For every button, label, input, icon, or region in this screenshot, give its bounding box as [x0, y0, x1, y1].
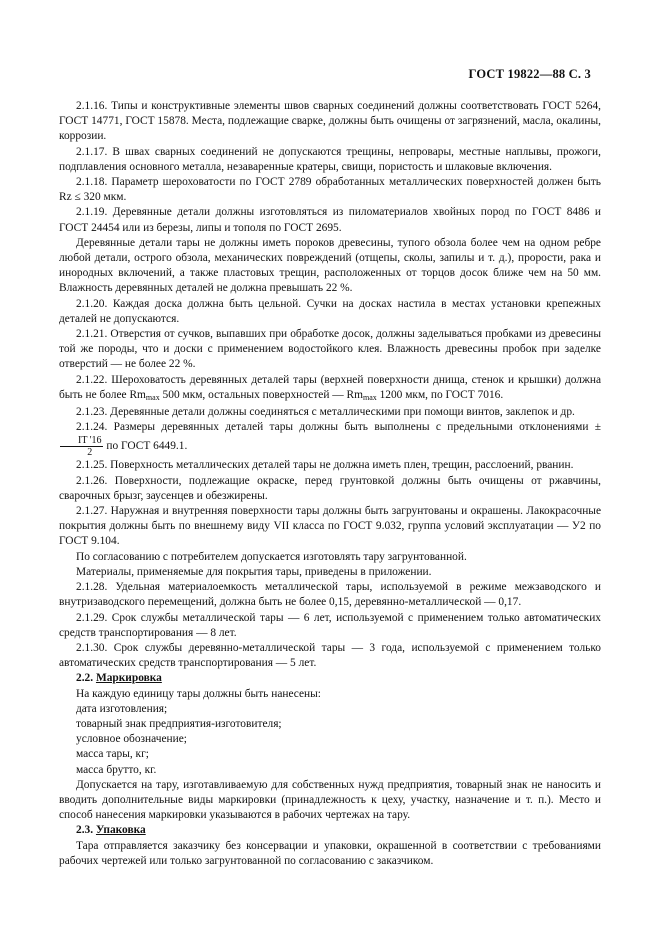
- materials-paragraph: Материалы, применяемые для покрытия тары, приведены в приложении.: [76, 565, 432, 578]
- section-2-3-heading: [59, 823, 601, 838]
- marking-item: дата изготовления;: [76, 702, 168, 715]
- clause-2-1-22: [59, 373, 601, 405]
- clause-2-1-24: [59, 420, 601, 458]
- clause-2-1-26: 2.1.26. Поверхности, подлежащие окраске, перед грунтовкой должны быть очищены от ржавчины, сварочных брызг, заусенцев и обезжирены.: [59, 474, 601, 502]
- rm-max-subscript-2: max: [362, 392, 377, 402]
- clause-2-1-17: 2.1.17. В швах сварных соединений не допускаются трещины, непровары, местные наплывы, прожоги, подплавления основного металла, незаваренные кратеры, свищи, пористость и шлаковые включения.: [59, 145, 601, 173]
- primed-consent-paragraph: По согласованию с потребителем допускается изготовлять тару загрунтованной.: [76, 550, 467, 563]
- packing-paragraph: Тара отправляется заказчику без консервации и упаковки, окрашенной в соответствии с требованиями рабочих чертежей или только загрунтованной по согласованию с заказчиком.: [59, 839, 601, 867]
- clause-2-1-24-part-b: по ГОСТ 6449.1.: [103, 440, 188, 453]
- page-header: ГОСТ 19822—88 С. 3: [468, 67, 591, 81]
- clause-2-1-25: 2.1.25. Поверхность металлических деталей тары не должна иметь плен, трещин, расслоений, рванин.: [76, 459, 574, 472]
- marking-item: товарный знак предприятия-изготовителя;: [76, 717, 282, 730]
- clause-2-1-23: 2.1.23. Деревянные детали должны соединяться с металлическими при помощи винтов, заклепок и др.: [76, 406, 575, 419]
- marking-intro: На каждую единицу тары должны быть нанесены:: [76, 687, 321, 700]
- clause-2-1-22-part-c: 1200 мкм, по ГОСТ 7016.: [376, 388, 504, 401]
- section-2-2-title: Маркировка: [95, 672, 162, 685]
- section-2-3-title: Упаковка: [95, 824, 146, 837]
- clause-2-1-22-part-a: 2.1.22. Шероховатость деревянных деталей тары (верхней поверхности днища, стенок и крышки) должна быть не более Rm: [59, 373, 601, 401]
- clause-2-1-28: 2.1.28. Удельная материалоемкость металлической тары, используемой в режиме межзаводского и внутризаводского перемещений, должна быть не более 0,15, деревянно-металлической — 0,17.: [59, 581, 601, 609]
- section-2-3-number: 2.3.: [76, 824, 94, 837]
- tolerance-fraction: [60, 435, 103, 458]
- wood-defects-paragraph: Деревянные детали тары не должны иметь пороков древесины, тупого обзола более чем на одном ребре любой детали, острого обзола, механических повреждений (отщепы, сколы, запилы и т. д.), прорости, рака и инородных включений, а также пластовых трещин, расположенных от торцов досок ближе чем на 50 мм. Влажность деревянных деталей не должна превышать 22 %.: [59, 236, 601, 295]
- clause-2-1-21: 2.1.21. Отверстия от сучков, выпавших при обработке досок, должны заделываться пробками из древесины той же породы, что и доски с применением водостойкого клея. Влажность древесины пробок при заделке отверстий — не более 22 %.: [59, 328, 601, 371]
- clause-2-1-18: 2.1.18. Параметр шероховатости по ГОСТ 2789 обработанных металлических поверхностей должен быть Rz ≤ 320 мкм.: [59, 176, 601, 204]
- clause-2-1-16: 2.1.16. Типы и конструктивные элементы швов сварных соединений должны соответствовать ГОСТ 5264, ГОСТ 14771, ГОСТ 15878. Места, подлежащие сварке, должны быть очищены от загрязнений, масла, окалины, коррозии.: [59, 100, 601, 143]
- fraction-numerator: IT '16: [60, 435, 103, 447]
- clause-2-1-22-part-b: 500 мкм, остальных поверхностей — Rm: [159, 388, 363, 401]
- section-2-2-number: 2.2.: [76, 672, 94, 685]
- clause-2-1-30: 2.1.30. Срок службы деревянно-металлической тары — 3 года, используемой с применением только автоматических средств транспортирования — 5 лет.: [59, 641, 601, 670]
- clause-2-1-24-part-a: 2.1.24. Размеры деревянных деталей тары должны быть выполнены с предельными отклонениями ±: [76, 421, 601, 434]
- clause-2-1-29: 2.1.29. Срок службы металлической тары — 6 лет, используемой с применением только автоматических средств транспортирования — 8 лет.: [59, 611, 601, 639]
- rm-max-subscript: max: [145, 392, 160, 402]
- clause-2-1-27: 2.1.27. Наружная и внутренняя поверхности тары должны быть загрунтованы и окрашены. Лакокрасочные покрытия должны быть по внешнему виду VII класса по ГОСТ 9.032, группа условий эксплуатации — У2 по ГОСТ 9.104.: [59, 505, 601, 548]
- section-2-2-heading: [59, 671, 601, 686]
- marking-item: масса брутто, кг.: [76, 763, 157, 776]
- document-body: [59, 99, 601, 869]
- clause-2-1-19: 2.1.19. Деревянные детали должны изготовляться из пиломатериалов хвойных пород по ГОСТ 8486 и ГОСТ 24454 или из березы, липы и тополя по ГОСТ 2695.: [59, 206, 601, 234]
- marking-item: масса тары, кг;: [76, 748, 149, 761]
- marking-item: условное обозначение;: [76, 733, 187, 746]
- marking-allowed-paragraph: Допускается на тару, изготавливаемую для собственных нужд предприятия, товарный знак не наносить и вводить дополнительные виды маркировки (принадлежность к цеху, участку, назначение и т. п.). Место и способ нанесения маркировки указываются в рабочих чертежах на тару.: [59, 778, 601, 822]
- clause-2-1-20: 2.1.20. Каждая доска должна быть цельной. Сучки на досках настила в местах установки крепежных деталей не допускаются.: [59, 297, 601, 325]
- fraction-denominator: 2: [87, 447, 93, 459]
